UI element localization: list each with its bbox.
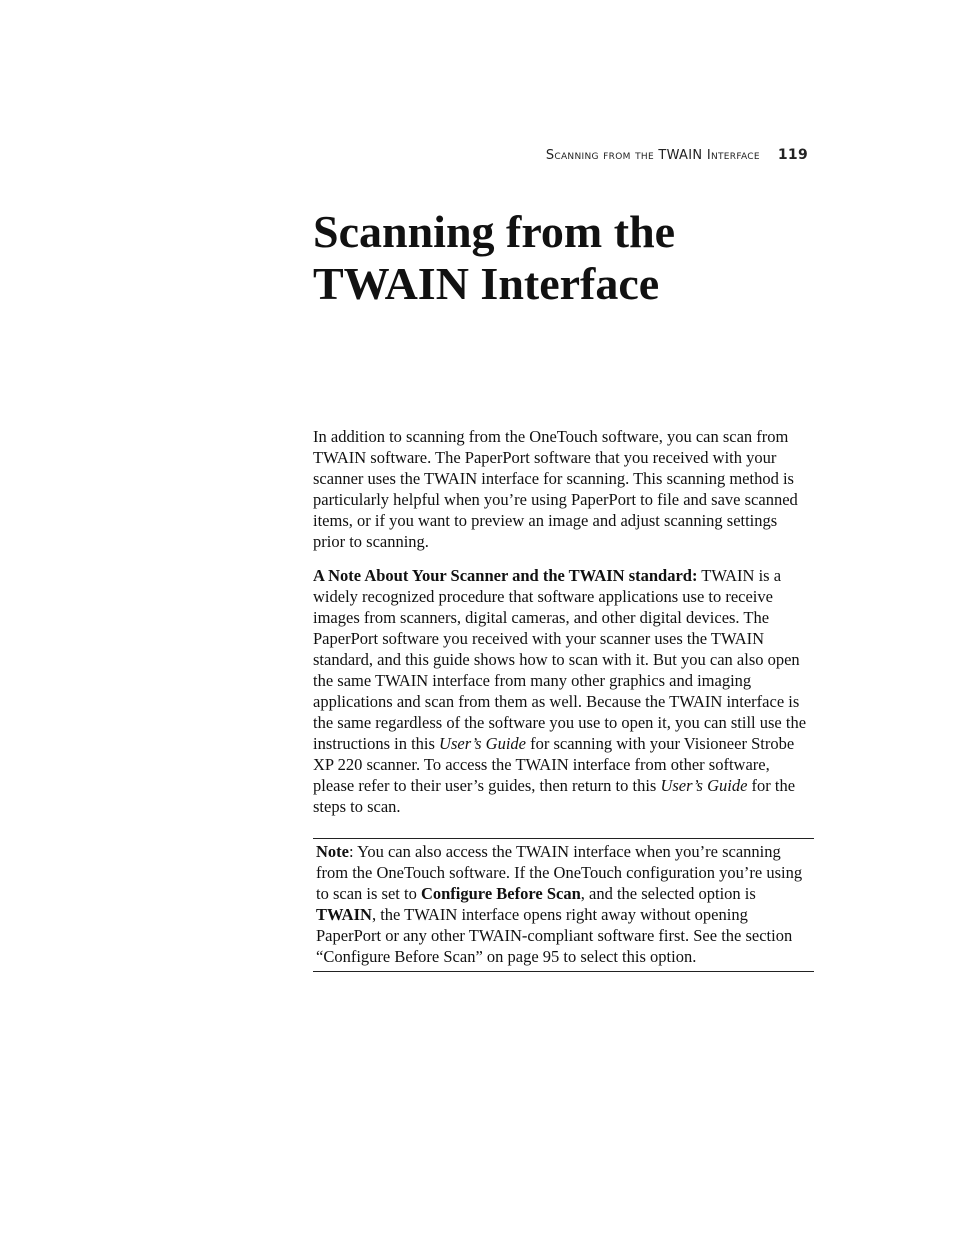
- twain-text-2: for scanning with your Visioneer Strobe XP 220 scanner. To access the TWAIN interface from other software, please refer to their user’s guides, then return to this: [313, 734, 795, 795]
- note-text-1: : You can also access the TWAIN interface when you’re scanning from the OneTouch software. If the OneTouch configuration you’re using to scan is set to: [316, 842, 803, 903]
- chapter-title-line-2: TWAIN Interface: [313, 258, 660, 309]
- note-text-3: , the TWAIN interface opens right away without opening PaperPort or any other TWAIN-compliant software first. See the section “Configure Before Scan” on page 95 to select this option.: [316, 905, 793, 966]
- twain-standard-paragraph: [313, 565, 813, 817]
- note-paragraph: [316, 841, 814, 967]
- chapter-title-line-1: Scanning from the: [313, 206, 676, 257]
- chapter-title: [313, 206, 833, 310]
- body-text: [313, 426, 813, 830]
- running-header: [546, 147, 808, 163]
- note-box: [313, 838, 814, 972]
- users-guide-ref-1: User’s Guide: [439, 734, 526, 753]
- intro-paragraph: In addition to scanning from the OneTouch software, you can scan from TWAIN software. The PaperPort software that you received with your scanner uses the TWAIN interface for scanning. This scanning method is particularly helpful when you’re using PaperPort to file and save scanned items, or if you want to preview an image and adjust scanning settings prior to scanning.: [313, 427, 798, 551]
- twain-standard-heading: A Note About Your Scanner and the TWAIN standard:: [313, 566, 698, 585]
- twain-text-3: for the steps to scan.: [313, 776, 796, 816]
- running-header-title: Scanning from the TWAIN Interface: [545, 148, 760, 163]
- page-number: 119: [777, 147, 808, 163]
- users-guide-ref-2: User’s Guide: [660, 776, 748, 795]
- note-text-2: , and the selected option is: [580, 884, 756, 903]
- note-bold-configure: Configure Before Scan: [420, 884, 581, 903]
- twain-text-1: TWAIN is a widely recognized procedure that software applications use to receive images from scanners, digital cameras, and other digital devices. The PaperPort software you received with your scanner uses the TWAIN standard, and this guide shows how to scan with it. But you can also open the same TWAIN interface from many other graphics and imaging applications and scan from them as well. Because the TWAIN interface is the same regardless of the software you use to open it, you can still use the instructions in this: [313, 566, 807, 753]
- note-label: Note: [316, 842, 349, 861]
- note-bold-twain: TWAIN: [316, 905, 372, 924]
